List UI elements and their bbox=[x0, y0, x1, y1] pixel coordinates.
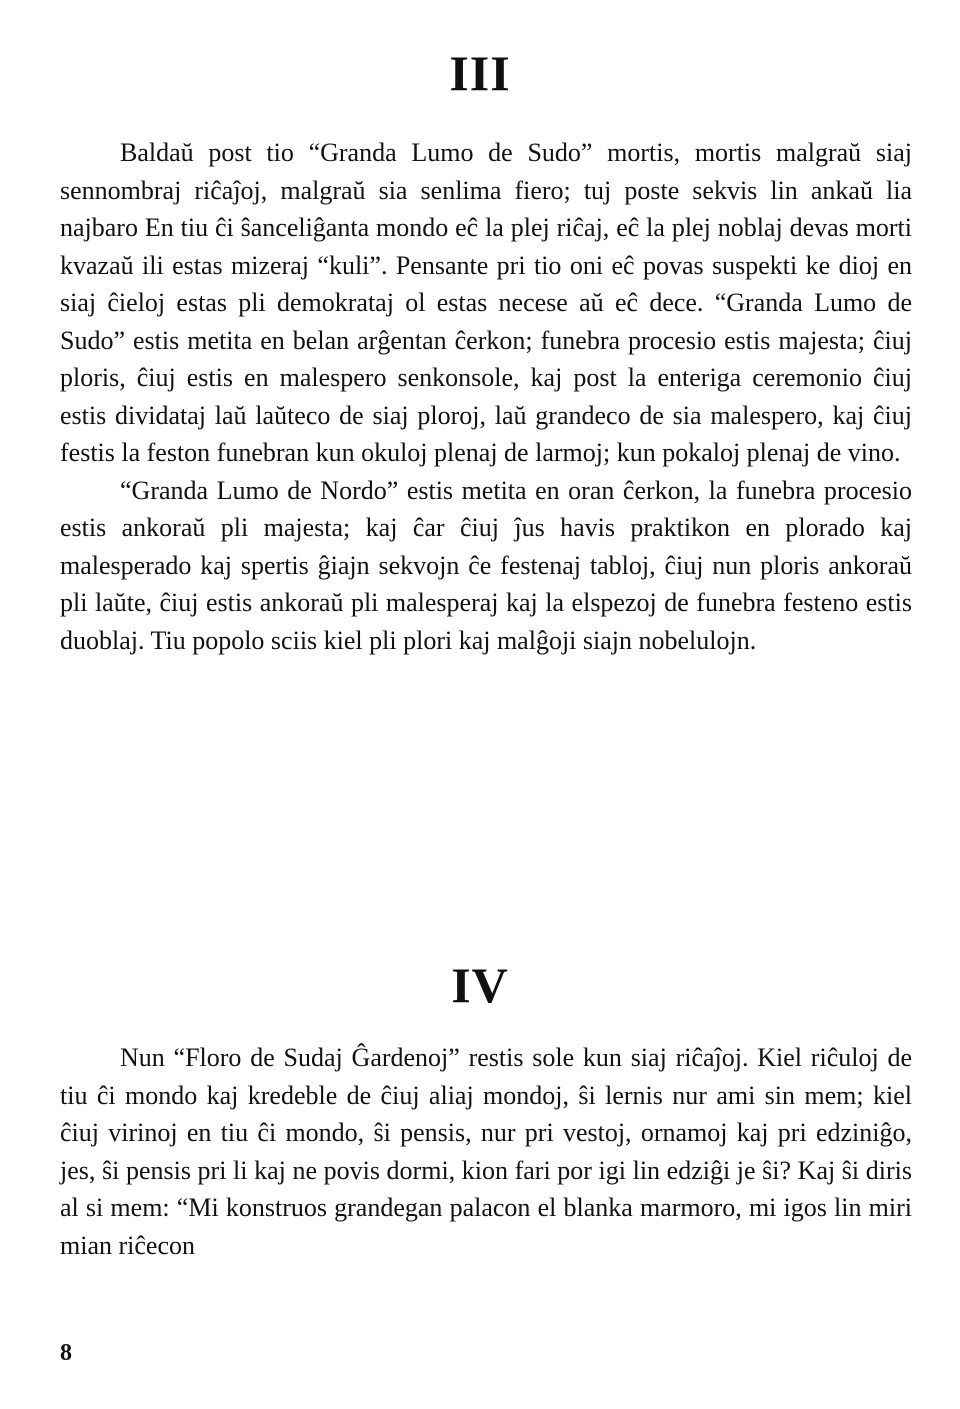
chapter-heading-iii: III bbox=[449, 45, 511, 101]
paragraph: Baldaŭ post tio “Granda Lumo de Sudo” mortis, mortis malgraŭ siaj sennombraj riĉaĵoj, malgraŭ sia senlima fiero; tuj poste sekvis lin ankaŭ lia najbaro En tiu ĉi ŝanceliĝanta mondo eĉ la plej riĉaj, eĉ la plej noblaj devas morti kvazaŭ ili estas mizeraj “kuli”. Pensante pri tio oni eĉ povas suspekti ke dioj en siaj ĉieloj estas pli demokrataj ol estas necese aŭ eĉ dece. “Granda Lumo de Sudo” estis metita en belan arĝentan ĉerkon; funebra procesio estis majesta; ĉiuj ploris, ĉiuj estis en malespero senkonsole, kaj post la enteriga ceremonio ĉiuj estis dividataj laŭ laŭteco de siaj ploroj, laŭ grandeco de sia malespero, kaj ĉiuj festis la feston funebran kun okuloj plenaj de larmoj; kun pokaloj plenaj de vino. bbox=[60, 138, 912, 467]
paragraph: Nun “Floro de Sudaj Ĝardenoj” restis sole kun siaj riĉaĵoj. Kiel riĉuloj de tiu ĉi mondo kaj kredeble de ĉiuj aliaj mondoj, ŝi lernis nur ami sin mem; kiel ĉiuj virinoj en tiu ĉi mondo, ŝi pensis, nur pri vestoj, ornamoj kaj pri edziniĝo, jes, ŝi pensis pri li kaj ne povis dormi, kion fari por igi lin edziĝi je ŝi? Kaj ŝi diris al si mem: “Mi konstruos grandegan palacon el blanka marmoro, mi igos lin miri mian riĉecon bbox=[60, 1043, 912, 1260]
paragraph: “Granda Lumo de Nordo” estis metita en oran ĉerkon, la funebra procesio estis ankoraŭ pli majesta; kaj ĉar ĉiuj ĵus havis praktikon en plorado kaj malesperado kaj spertis ĝiajn sekvojn ĉe festenaj tabloj, ĉiuj nun ploris ankoraŭ pli laŭte, ĉiuj estis ankoraŭ pli malesperaj kaj la elspezoj de funebra festeno estis duoblaj. Tiu popolo sciis kiel pli plori kaj malĝoji siajn nobelulojn. bbox=[60, 475, 912, 655]
chapter-iv-text bbox=[60, 1039, 912, 1264]
page-number: 8 bbox=[60, 1340, 72, 1366]
chapter-iii-text bbox=[60, 134, 912, 659]
chapter-heading-iv: IV bbox=[451, 957, 509, 1013]
